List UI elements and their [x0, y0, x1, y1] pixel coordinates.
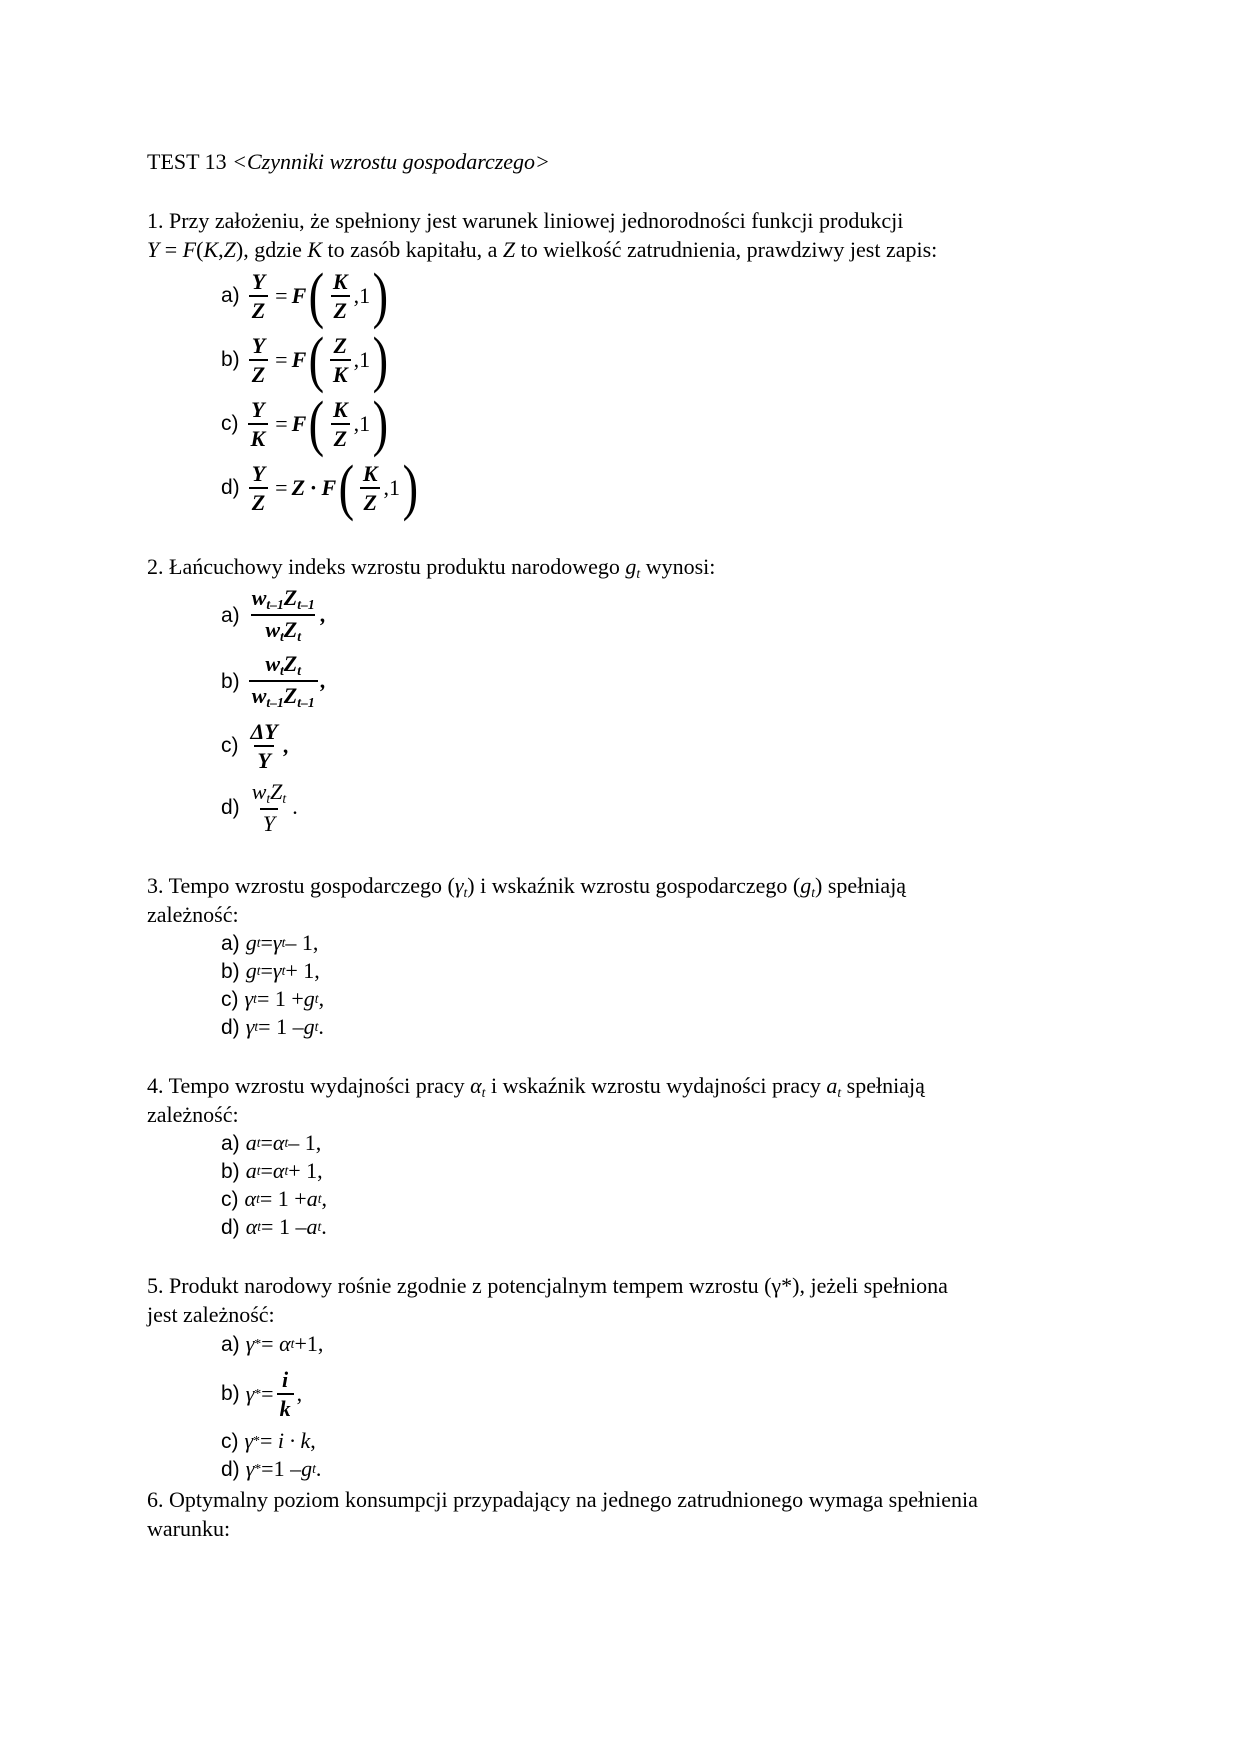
question-5-option-d: d) γ * =1 – g t . [221, 1456, 322, 1481]
question-1-option-d: d) $\frac{Y}{Z}$ = Z · F ( $\frac{K}{Z}$ ,1 ) [221, 454, 419, 522]
question-3-line-1: 3. Tempo wzrostu gospodarczego $(\gamma_t)$ i wskaźnik wzrostu gospodarczego $(g_t)$ spełniają [147, 873, 907, 901]
question-1-line-1: 1. Przy założeniu, że spełniony jest warunek liniowej jednorodności funkcji produkcji [147, 208, 904, 233]
question-2-option-a: a) $\frac{w_{t-1}Z_{t-1}}{w_tZ_t}$ , [221, 585, 327, 645]
question-6-line-2: warunku: [147, 1516, 231, 1541]
question-2-text: 2. Łańcuchowy indeks wzrostu produktu narodowego $g_t$ wynosi: [147, 554, 716, 582]
question-3-option-d: d) γ t = 1 – g t . [221, 1014, 324, 1039]
test-number: TEST 13 [147, 149, 227, 174]
test-topic: <Czynniki wzrostu gospodarczego> [232, 149, 550, 174]
question-5-line-2: jest zależność: [147, 1302, 275, 1327]
question-3-option-c: c) γ t = 1 + g t , [221, 986, 325, 1011]
question-5-line-1: 5. Produkt narodowy rośnie zgodnie z potencjalnym tempem wzrostu (γ*), jeżeli spełniona [147, 1273, 948, 1298]
question-2-option-c: c) $\frac{\Delta Y}{Y}$ , [221, 719, 290, 774]
question-2-option-b: b) $\frac{w_tZ_t}{w_{t-1}Z_{t-1}}$ , [221, 651, 327, 711]
question-1-option-a: a) $\frac{Y}{Z}$ = F ( $\frac{K}{Z}$ ,1 ) [221, 262, 389, 330]
question-5-option-c: c) γ * = i · k , [221, 1428, 316, 1453]
question-6-line-1: 6. Optymalny poziom konsumpcji przypadający na jednego zatrudnionego wymaga spełnienia [147, 1487, 978, 1512]
question-3-option-b: b) g t = γ t + 1, [221, 958, 320, 983]
question-3-line-2: zależność: [147, 902, 239, 927]
question-4-option-d: d) α t = 1 – a t . [221, 1214, 327, 1239]
question-5-option-a: a) γ * = α t +1, [221, 1331, 324, 1356]
question-3-option-a: a) g t = γ t – 1, [221, 930, 319, 955]
question-1-option-c: c) $\frac{Y}{K}$ = F ( $\frac{K}{Z}$ ,1 ) [221, 390, 389, 458]
question-1-option-b: b) $\frac{Y}{Z}$ = F ( $\frac{Z}{K}$ ,1 ) [221, 326, 389, 394]
question-4-option-a: a) a t = α t – 1, [221, 1130, 322, 1155]
question-4-option-b: b) a t = α t + 1, [221, 1158, 323, 1183]
question-4-line-1: 4. Tempo wzrostu wydajności pracy $\alpha_t$ i wskaźnik wzrostu wydajności pracy $a_t$ spełniają [147, 1073, 925, 1101]
question-4-line-2: zależność: [147, 1102, 239, 1127]
document-title [147, 148, 550, 177]
question-5-option-b: b) γ * = $\frac{i}{k}$ , [221, 1367, 303, 1422]
fraction: $\frac{Y}{Z}$ [249, 270, 268, 322]
question-1-line-2: Y = F(K,Z), gdzie K to zasób kapitału, a Z to wielkość zatrudnienia, prawdziwy jest zapis: [147, 237, 938, 262]
question-2-option-d: d) $\frac{w_tZ_t}{Y}$ . [221, 779, 298, 837]
question-4-option-c: c) α t = 1 + a t , [221, 1186, 327, 1211]
